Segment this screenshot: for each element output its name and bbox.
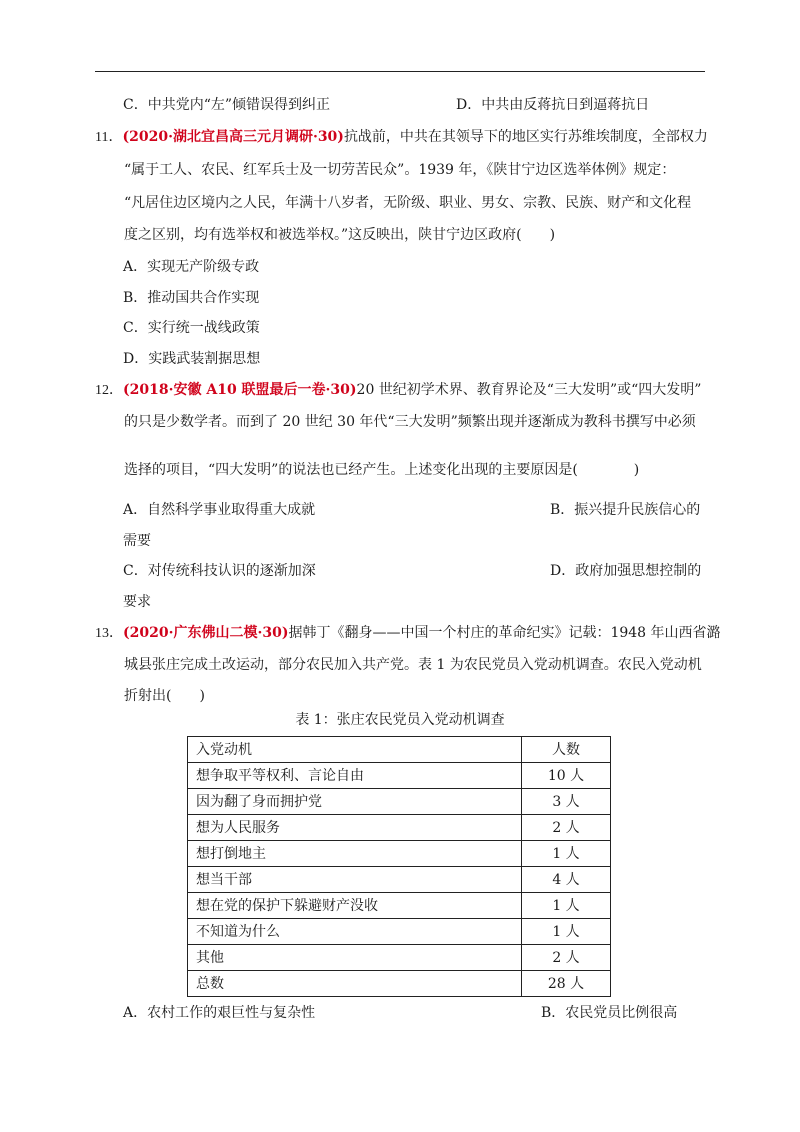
- question-11-number: 11．: [95, 130, 123, 145]
- question-12-line-1: [95, 380, 701, 401]
- table-header-motive: 入党动机: [188, 737, 522, 763]
- table-header-count: 人数: [522, 737, 611, 763]
- question-13-source: (2020·广东佛山二模·30): [123, 625, 289, 641]
- table-row: [188, 893, 611, 919]
- question-13-option-a: A．农村工作的艰巨性与复杂性: [123, 1005, 316, 1021]
- motivation-table: [187, 736, 611, 997]
- table-cell-motive: 因为翻了身而拥护党: [188, 789, 522, 815]
- question-13-line-3: 折射出( ): [124, 688, 205, 704]
- question-11-option-d: D．实践武装割据思想: [123, 351, 261, 367]
- question-11-line-3: “凡居住边区境内之人民，年满十八岁者，无阶级、职业、男女、宗教、民族、财产和文化程: [124, 195, 692, 211]
- table-cell-motive: 想争取平等权利、言论自由: [188, 763, 522, 789]
- table-cell-count: 10 人: [522, 763, 611, 789]
- question-12-option-d-continued: 要求: [123, 594, 151, 610]
- question-11-option-c: C．实行统一战线政策: [123, 320, 260, 336]
- question-11-line-2: “属于工人、农民、红军兵士及一切劳苦民众”。1939 年，《陕甘宁边区选举体例》规定：: [124, 162, 676, 178]
- question-13-option-b: B．农民党员比例很高: [541, 1005, 678, 1021]
- table-cell-count: 2 人: [522, 815, 611, 841]
- question-11-line-4: 度之区别，均有选举权和被选举权。”这反映出，陕甘宁边区政府( ): [124, 227, 556, 243]
- table-cell-count: 4 人: [522, 867, 611, 893]
- question-12-option-b: B．振兴提升民族信心的: [550, 502, 701, 518]
- question-12-text: 20 世纪初学术界、教育界论及“三大发明”或“四大发明”: [356, 382, 702, 398]
- table-cell-motive: 想打倒地主: [188, 841, 522, 867]
- table-cell-count: 2 人: [522, 945, 611, 971]
- table-cell-motive: 总数: [188, 971, 522, 997]
- table-cell-motive: 想为人民服务: [188, 815, 522, 841]
- question-13-number: 13．: [95, 626, 123, 641]
- table-caption: 表 1：张庄农民党员入党动机调查: [295, 712, 505, 728]
- table-row: [188, 919, 611, 945]
- question-13-text: 据韩丁《翻身——中国一个村庄的革命纪实》记载：1948 年山西省潞: [288, 625, 721, 641]
- question-12-number: 12．: [95, 383, 123, 398]
- table-row: [188, 815, 611, 841]
- table-row: [188, 763, 611, 789]
- question-11-text: 抗战前，中共在其领导下的地区实行苏维埃制度，全部权力: [343, 129, 708, 145]
- table-cell-motive: 想当干部: [188, 867, 522, 893]
- question-12-line-2: 的只是少数学者。而到了 20 世纪 30 年代“三大发明”频繁出现并逐渐成为教科书撰写中必须: [124, 414, 696, 430]
- table-cell-count: 1 人: [522, 841, 611, 867]
- question-12-option-c: C．对传统科技认识的逐渐加深: [123, 563, 316, 579]
- question-12-option-b-continued: 需要: [123, 533, 151, 549]
- table-cell-motive: 其他: [188, 945, 522, 971]
- table-row: [188, 789, 611, 815]
- question-12-line-3: 选择的项目，“四大发明”的说法也已经产生。上述变化出现的主要原因是( ): [124, 462, 640, 478]
- table-cell-count: 1 人: [522, 893, 611, 919]
- table-cell-count: 28 人: [522, 971, 611, 997]
- question-13-line-2: 城县张庄完成土改运动，部分农民加入共产党。表 1 为农民党员入党动机调查。农民入党动机: [124, 657, 702, 673]
- question-11-source: (2020·湖北宜昌高三元月调研·30): [122, 129, 344, 145]
- header-rule: [95, 71, 705, 72]
- question-11-line-1: [95, 127, 708, 148]
- table-cell-motive: 想在党的保护下躲避财产没收: [188, 893, 522, 919]
- question-13-line-1: [95, 623, 721, 644]
- table-row: [188, 945, 611, 971]
- question-12-option-d: D．政府加强思想控制的: [550, 563, 702, 579]
- table-row-total: [188, 971, 611, 997]
- prev-option-c: C．中共党内“左”倾错误得到纠正: [123, 97, 331, 113]
- question-12-option-a: A．自然科学事业取得重大成就: [123, 502, 316, 518]
- table-cell-count: 3 人: [522, 789, 611, 815]
- question-12-source: (2018·安徽 A10 联盟最后一卷·30): [123, 382, 357, 398]
- table-cell-count: 1 人: [522, 919, 611, 945]
- table-row: [188, 841, 611, 867]
- table-cell-motive: 不知道为什么: [188, 919, 522, 945]
- question-11-option-b: B．推动国共合作实现: [123, 290, 260, 306]
- table-row: [188, 867, 611, 893]
- question-11-option-a: A．实现无产阶级专政: [123, 259, 260, 275]
- prev-option-d: D．中共由反蒋抗日到逼蒋抗日: [456, 97, 650, 113]
- table-header-row: [188, 737, 611, 763]
